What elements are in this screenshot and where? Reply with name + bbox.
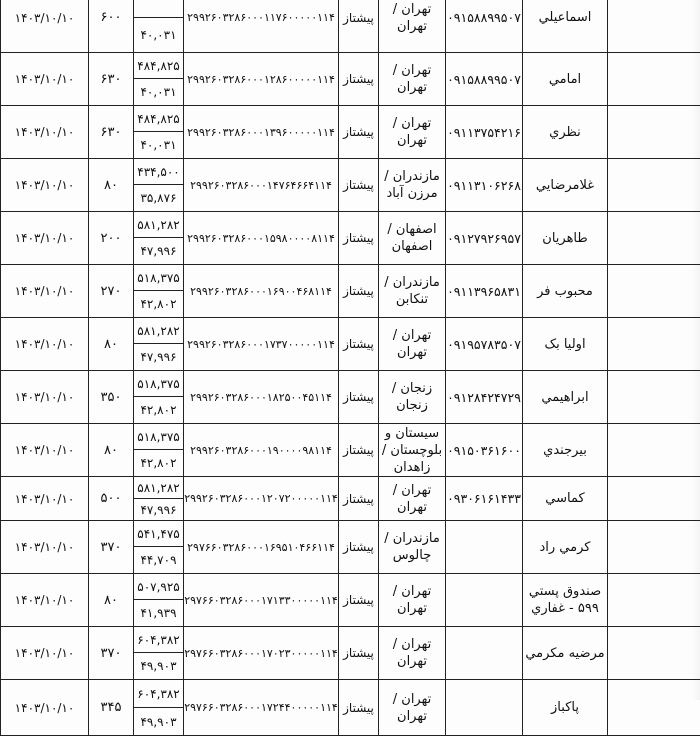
date-cell: ۱۴۰۳/۱۰/۱۰ bbox=[1, 424, 89, 477]
destination-city: تهران bbox=[379, 132, 445, 149]
recipient-name-cell: بيرجندي bbox=[523, 424, 608, 477]
paper-edge-shadow bbox=[692, 0, 700, 700]
quantity-cell: ۳۷۰ bbox=[89, 521, 134, 574]
phone-cell: ۰۹۱۲۷۹۲۶۹۵۷ bbox=[446, 212, 523, 265]
destination-city: تهران bbox=[379, 708, 445, 725]
destination-province: تهران / bbox=[379, 327, 445, 344]
price-tax-cell: ۴۲,۸۰۲ bbox=[134, 291, 184, 318]
date-cell: ۱۴۰۳/۱۰/۱۰ bbox=[1, 371, 89, 424]
date-cell: ۱۴۰۳/۱۰/۱۰ bbox=[1, 212, 89, 265]
date-cell: ۱۴۰۳/۱۰/۱۰ bbox=[1, 627, 89, 680]
destination-city: تهران bbox=[379, 653, 445, 670]
table-row bbox=[1, 106, 700, 132]
destination-city: زنجان bbox=[379, 397, 445, 414]
price-total-cell: ۵۸۱,۲۸۲ bbox=[134, 318, 184, 344]
destination-city: تهران bbox=[379, 344, 445, 361]
tracking-code-cell: ۲۹۹۲۶۰۳۲۸۶۰۰۰۱۸۲۵۰۰۴۵۱۱۴ bbox=[184, 371, 339, 424]
tracking-code-cell: ۲۹۹۲۶۰۳۲۸۶۰۰۰۱۶۹۰۰۴۶۸۱۱۴ bbox=[184, 265, 339, 318]
price-tax-cell: ۴۹,۹۰۳ bbox=[134, 708, 184, 736]
quantity-cell: ۸۰ bbox=[89, 574, 134, 627]
destination-province: تهران / bbox=[379, 691, 445, 708]
date-cell: ۱۴۰۳/۱۰/۱۰ bbox=[1, 318, 89, 371]
price-tax-cell: ۴۹,۹۰۳ bbox=[134, 653, 184, 680]
date-cell: ۱۴۰۳/۱۰/۱۰ bbox=[1, 53, 89, 106]
quantity-cell: ۲۰۰ bbox=[89, 212, 134, 265]
price-tax-cell: ۴۷,۹۹۶ bbox=[134, 344, 184, 371]
phone-cell bbox=[446, 521, 523, 574]
price-tax-cell: ۴۴,۷۰۹ bbox=[134, 547, 184, 574]
recipient-name-cell: محبوب فر bbox=[523, 265, 608, 318]
destination-province: اصفهان / bbox=[379, 221, 445, 238]
recipient-name-cell: امامي bbox=[523, 53, 608, 106]
blank-cell bbox=[608, 0, 700, 53]
post-type-cell: پیشتاز bbox=[339, 680, 379, 736]
post-type-cell: پیشتاز bbox=[339, 521, 379, 574]
phone-cell bbox=[446, 680, 523, 736]
destination-province: مازندران / bbox=[379, 530, 445, 547]
price-tax-cell: ۴۲,۸۰۲ bbox=[134, 450, 184, 477]
price-total-cell: ۴۸۴,۸۲۵ bbox=[134, 106, 184, 132]
table-row bbox=[1, 159, 700, 185]
phone-cell: ۰۹۱۵۰۳۶۱۶۰۰ bbox=[446, 424, 523, 477]
destination-cell bbox=[379, 477, 446, 521]
price-total-cell: ۵۸۱,۲۸۲ bbox=[134, 477, 184, 499]
tracking-code-cell: ۲۹۹۲۶۰۳۲۸۶۰۰۰۱۱۷۶۰۰۰۰۰۱۱۴ bbox=[184, 0, 339, 53]
tracking-code-cell: ۲۹۹۲۶۰۳۲۸۶۰۰۰۱۹۰۰۰۰۹۸۱۱۴ bbox=[184, 424, 339, 477]
table-row bbox=[1, 627, 700, 653]
post-type-cell: پیشتاز bbox=[339, 212, 379, 265]
phone-cell: ۰۹۱۵۸۸۹۹۵۰۷ bbox=[446, 53, 523, 106]
blank-cell bbox=[608, 574, 700, 627]
price-total-cell: ۵۰۷,۹۲۵ bbox=[134, 574, 184, 600]
phone-cell: ۰۹۱۹۵۷۸۳۵۰۷ bbox=[446, 318, 523, 371]
blank-cell bbox=[608, 53, 700, 106]
destination-cell bbox=[379, 106, 446, 159]
tracking-code-cell: ۲۹۹۲۶۰۳۲۸۶۰۰۰۱۵۹۸۰۰۰۰۸۱۱۴ bbox=[184, 212, 339, 265]
destination-city: بلوچستان / زاهدان bbox=[379, 442, 445, 476]
price-total-cell: ۶۰۴,۳۸۲ bbox=[134, 680, 184, 708]
destination-cell bbox=[379, 212, 446, 265]
table-row bbox=[1, 318, 700, 344]
phone-cell bbox=[446, 574, 523, 627]
destination-city: مرزن آباد bbox=[379, 185, 445, 202]
blank-cell bbox=[608, 318, 700, 371]
destination-cell bbox=[379, 159, 446, 212]
phone-cell bbox=[446, 627, 523, 680]
destination-city: چالوس bbox=[379, 547, 445, 564]
destination-province: سيستان و bbox=[379, 425, 445, 442]
recipient-name-cell: اوليا بک bbox=[523, 318, 608, 371]
date-cell: ۱۴۰۳/۱۰/۱۰ bbox=[1, 521, 89, 574]
destination-province: مازندران / bbox=[379, 274, 445, 291]
date-cell: ۱۴۰۳/۱۰/۱۰ bbox=[1, 680, 89, 736]
recipient-name-cell: كماسي bbox=[523, 477, 608, 521]
post-type-cell: پیشتاز bbox=[339, 627, 379, 680]
blank-cell bbox=[608, 477, 700, 521]
phone-cell: ۰۹۱۲۸۴۲۴۷۲۹ bbox=[446, 371, 523, 424]
destination-cell bbox=[379, 521, 446, 574]
tracking-code-cell: ۲۹۹۲۶۰۳۲۸۶۰۰۰۱۲۸۶۰۰۰۰۰۱۱۴ bbox=[184, 53, 339, 106]
destination-cell bbox=[379, 574, 446, 627]
recipient-name-cell: مرضيه مكرمي bbox=[523, 627, 608, 680]
price-total-cell: ۴۳۴,۵۰۰ bbox=[134, 159, 184, 185]
quantity-cell: ۶۳۰ bbox=[89, 53, 134, 106]
recipient-name-cell: طاهريان bbox=[523, 212, 608, 265]
destination-province: مازندران / bbox=[379, 168, 445, 185]
price-tax-cell: ۴۷,۹۹۶ bbox=[134, 499, 184, 521]
quantity-cell: ۳۴۵ bbox=[89, 680, 134, 736]
destination-province: تهران / bbox=[379, 1, 445, 18]
date-cell: ۱۴۰۳/۱۰/۱۰ bbox=[1, 265, 89, 318]
blank-cell bbox=[608, 212, 700, 265]
destination-city: اصفهان bbox=[379, 238, 445, 255]
destination-cell bbox=[379, 265, 446, 318]
tracking-code-cell: ۲۹۹۲۶۰۳۲۸۶۰۰۰۱۳۹۶۰۰۰۰۰۱۱۴ bbox=[184, 106, 339, 159]
tracking-code-cell: ۲۹۷۶۶۰۳۲۸۶۰۰۰۱۷۱۳۳۰۰۰۰۰۱۱۴ bbox=[184, 574, 339, 627]
price-total-cell: ۵۱۸,۳۷۵ bbox=[134, 424, 184, 450]
phone-cell: ۰۹۱۱۳۱۰۶۲۶۸ bbox=[446, 159, 523, 212]
price-total-cell: ۵۱۸,۳۷۵ bbox=[134, 371, 184, 397]
destination-province: تهران / bbox=[379, 115, 445, 132]
post-type-cell: پیشتاز bbox=[339, 424, 379, 477]
blank-cell bbox=[608, 371, 700, 424]
quantity-cell: ۲۷۰ bbox=[89, 265, 134, 318]
post-type-cell: پیشتاز bbox=[339, 477, 379, 521]
table-row bbox=[1, 477, 700, 499]
date-cell: ۱۴۰۳/۱۰/۱۰ bbox=[1, 477, 89, 521]
destination-cell bbox=[379, 53, 446, 106]
destination-city: تنكابن bbox=[379, 291, 445, 308]
post-type-cell: پیشتاز bbox=[339, 318, 379, 371]
blank-cell bbox=[608, 521, 700, 574]
recipient-name-cell: ابراهيمي bbox=[523, 371, 608, 424]
table-row bbox=[1, 521, 700, 547]
post-type-cell: پیشتاز bbox=[339, 159, 379, 212]
recipient-name-cell: غلامرضايي bbox=[523, 159, 608, 212]
price-tax-cell: ۴۱,۹۳۹ bbox=[134, 600, 184, 627]
destination-province: تهران / bbox=[379, 62, 445, 79]
destination-city: تهران bbox=[379, 600, 445, 617]
price-total-cell: ۵۱۸,۳۷۵ bbox=[134, 265, 184, 291]
destination-province: زنجان / bbox=[379, 380, 445, 397]
quantity-cell: ۵۰۰ bbox=[89, 477, 134, 521]
recipient-name-cell: نظري bbox=[523, 106, 608, 159]
destination-cell bbox=[379, 318, 446, 371]
price-total-cell bbox=[134, 0, 184, 18]
blank-cell bbox=[608, 627, 700, 680]
date-cell: ۱۴۰۳/۱۰/۱۰ bbox=[1, 0, 89, 53]
blank-cell bbox=[608, 106, 700, 159]
post-type-cell: پیشتاز bbox=[339, 0, 379, 53]
quantity-cell: ۶۳۰ bbox=[89, 106, 134, 159]
quantity-cell: ۸۰ bbox=[89, 159, 134, 212]
recipient-name-cell: اسماعيلي bbox=[523, 0, 608, 53]
tracking-code-cell: ۲۹۷۶۶۰۳۲۸۶۰۰۰۱۷۰۲۳۰۰۰۰۰۱۱۴ bbox=[184, 627, 339, 680]
recipient-name-cell: كرمي راد bbox=[523, 521, 608, 574]
post-type-cell: پیشتاز bbox=[339, 574, 379, 627]
destination-province: تهران / bbox=[379, 482, 445, 499]
destination-city: تهران bbox=[379, 18, 445, 35]
quantity-cell: ۶۰۰ bbox=[89, 0, 134, 53]
phone-cell: ۰۹۱۵۸۸۹۹۵۰۷ bbox=[446, 0, 523, 53]
tracking-code-cell: ۲۹۹۲۶۰۳۲۸۶۰۰۰۱۴۷۶۴۶۶۴۱۱۴ bbox=[184, 159, 339, 212]
date-cell: ۱۴۰۳/۱۰/۱۰ bbox=[1, 159, 89, 212]
price-tax-cell: ۴۰,۰۳۱ bbox=[134, 79, 184, 106]
date-cell: ۱۴۰۳/۱۰/۱۰ bbox=[1, 106, 89, 159]
destination-cell bbox=[379, 0, 446, 53]
recipient-name-cell: صندوق پستي ۵۹۹ - غفاري bbox=[523, 574, 608, 627]
tracking-code-cell: ۲۹۹۲۶۰۳۲۸۶۰۰۰۱۲۰۷۲۰۰۰۰۰۱۱۴ bbox=[184, 477, 339, 521]
phone-cell: ۰۹۱۱۳۹۶۵۸۳۱ bbox=[446, 265, 523, 318]
table-row bbox=[1, 680, 700, 708]
phone-cell: ۰۹۳۰۶۱۶۱۴۳۳ bbox=[446, 477, 523, 521]
price-tax-cell: ۴۷,۹۹۶ bbox=[134, 238, 184, 265]
price-total-cell: ۶۰۴,۳۸۲ bbox=[134, 627, 184, 653]
price-total-cell: ۵۴۱,۴۷۵ bbox=[134, 521, 184, 547]
recipient-name-cell: پاكباز bbox=[523, 680, 608, 736]
quantity-cell: ۳۵۰ bbox=[89, 371, 134, 424]
quantity-cell: ۸۰ bbox=[89, 424, 134, 477]
table-row bbox=[1, 212, 700, 238]
post-type-cell: پیشتاز bbox=[339, 106, 379, 159]
quantity-cell: ۳۷۰ bbox=[89, 627, 134, 680]
destination-cell bbox=[379, 371, 446, 424]
table-row bbox=[1, 265, 700, 291]
date-cell: ۱۴۰۳/۱۰/۱۰ bbox=[1, 574, 89, 627]
price-tax-cell: ۴۰,۰۳۱ bbox=[134, 18, 184, 53]
table-row bbox=[1, 574, 700, 600]
blank-cell bbox=[608, 265, 700, 318]
table-row bbox=[1, 424, 700, 450]
ledger-body bbox=[1, 0, 700, 736]
table-row bbox=[1, 53, 700, 79]
price-total-cell: ۴۸۴,۸۲۵ bbox=[134, 53, 184, 79]
price-tax-cell: ۴۲,۸۰۲ bbox=[134, 397, 184, 424]
post-type-cell: پیشتاز bbox=[339, 371, 379, 424]
phone-cell: ۰۹۱۱۳۷۵۴۲۱۶ bbox=[446, 106, 523, 159]
destination-cell bbox=[379, 627, 446, 680]
price-tax-cell: ۴۰,۰۳۱ bbox=[134, 132, 184, 159]
table-row bbox=[1, 371, 700, 397]
tracking-code-cell: ۲۹۷۶۶۰۳۲۸۶۰۰۰۱۶۹۵۱۰۴۶۶۱۱۴ bbox=[184, 521, 339, 574]
destination-city: تهران bbox=[379, 79, 445, 96]
price-total-cell: ۵۸۱,۲۸۲ bbox=[134, 212, 184, 238]
blank-cell bbox=[608, 424, 700, 477]
quantity-cell: ۸۰ bbox=[89, 318, 134, 371]
destination-province: تهران / bbox=[379, 583, 445, 600]
destination-province: تهران / bbox=[379, 636, 445, 653]
destination-city: تهران bbox=[379, 499, 445, 516]
destination-cell bbox=[379, 680, 446, 736]
tracking-code-cell: ۲۹۷۶۶۰۳۲۸۶۰۰۰۱۷۲۴۴۰۰۰۰۰۱۱۴ bbox=[184, 680, 339, 736]
blank-cell bbox=[608, 680, 700, 736]
destination-cell bbox=[379, 424, 446, 477]
post-type-cell: پیشتاز bbox=[339, 53, 379, 106]
table-row bbox=[1, 0, 700, 18]
price-tax-cell: ۳۵,۸۷۶ bbox=[134, 185, 184, 212]
post-type-cell: پیشتاز bbox=[339, 265, 379, 318]
blank-cell bbox=[608, 159, 700, 212]
tracking-code-cell: ۲۹۹۲۶۰۳۲۸۶۰۰۰۱۷۳۷۰۰۰۰۰۱۱۴ bbox=[184, 318, 339, 371]
